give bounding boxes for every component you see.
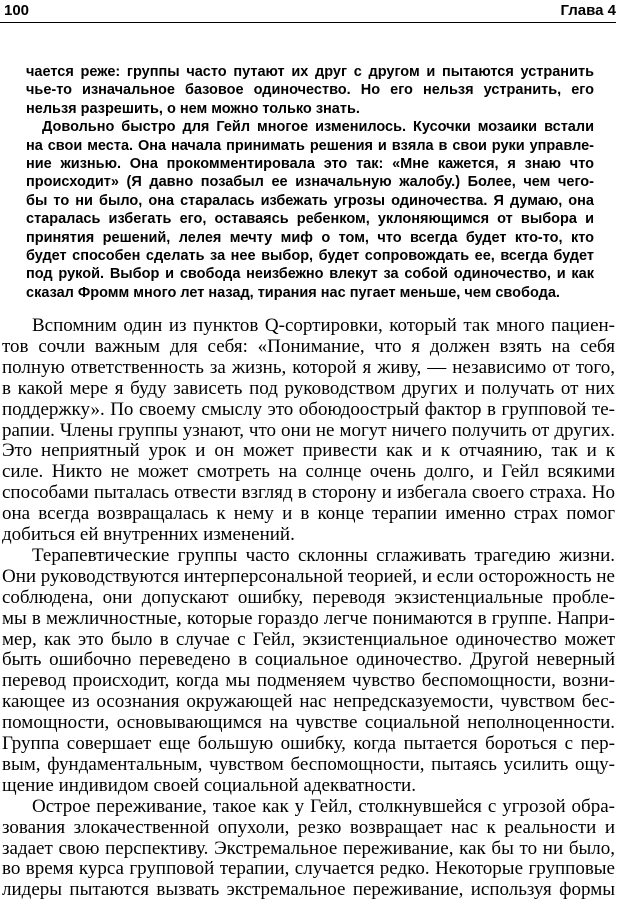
- quote-line: принятия решений, лелея мечту миф о том, что всегда будет кто-то, кто: [26, 229, 594, 246]
- text-line: Острое переживание, такое как у Гейл, столкнувшейся с угрозой обра-: [32, 795, 615, 817]
- text-line: зования злокачественной опухоли, резко возвращает нас к реальности и: [2, 816, 615, 838]
- page-header: [0, 0, 620, 26]
- text-line: Они руководствуются интерперсональной теорией, и если осторожность не: [2, 565, 615, 587]
- text-line: тов сочли важным для себя: «Понимание, что я должен взять на себя: [2, 335, 615, 357]
- quote-line: чается реже: группы часто путают их друг с другом и пытаются устранить: [26, 64, 594, 80]
- quote-line: происходит» (Я давно позабыл ее изначальную жалобу.) Более, чем чего-: [26, 174, 594, 191]
- quote-line: на свои места. Она начала принимать решения и взяла в свои руки управле-: [26, 137, 594, 154]
- text-line: полную ответственность за жизнь, которой я живу, — независимо от того,: [2, 356, 615, 378]
- text-line: щение индивидом своей социальной адекватности.: [2, 774, 416, 796]
- text-line: Терапевтические группы часто склонны сглаживать трагедию жизни.: [32, 544, 615, 566]
- quote-line: под рукой. Выбор и свобода неизбежно влекут за собой одиночество, и как: [26, 266, 594, 283]
- text-line: Это неприятный урок и он может привести как и к отчаянию, так и к: [2, 440, 615, 462]
- text-line: задает свою перспективу. Экстремальное переживание, как бы то ни было,: [2, 837, 615, 859]
- text-line: добиться ей внутренних изменений.: [2, 524, 295, 545]
- quote-line: нельзя разрешить, о нем можно только знать.: [26, 100, 360, 117]
- quote-line: бы то ни было, она старалась избежать угрозы одиночества. Я думаю, она: [26, 192, 594, 209]
- quote-line: старалась избегать его, оставаясь ребенком, уклоняющимся от выбора и: [26, 211, 594, 228]
- text-line: перевод происходит, когда мы подменяем чувство беспомощности, возни-: [2, 670, 615, 692]
- quote-line: ние жизнью. Она прокомментировала это так: «Мне кажется, я знаю что: [26, 156, 594, 172]
- text-line: во время курса групповой терапии, случается редко. Некоторые групповые: [2, 858, 615, 880]
- quote-line: Довольно быстро для Гейл многое изменилось. Кусочки мозаики встали: [42, 119, 594, 136]
- text-line: лидеры пытаются вызвать экстремальное переживание, используя формы: [2, 879, 615, 901]
- text-line: Вспомним один из пунктов Q-сортировки, который так много пациен-: [32, 315, 615, 336]
- quote-line: чье-то изначальное базовое одиночество. Но его нельзя устранить, его: [26, 82, 594, 99]
- chapter-title: Глава 4: [560, 2, 616, 19]
- text-line: она всегда возвращалась к нему и в конце терапии именно страх помог: [2, 503, 615, 525]
- text-line: в какой мере я буду зависеть под руководством других и получать от них: [2, 377, 615, 399]
- text-line: мер, как это было в случае с Гейл, экзистенциальное одиночество может: [2, 628, 615, 650]
- text-line: вым, фундаментальным, чувством беспомощности, пытаясь усилить ощу-: [2, 753, 615, 775]
- text-line: рапии. Члены группы узнают, что они не могут ничего получить от других.: [2, 419, 615, 441]
- text-line: силе. Никто не может смотреть на солнце очень долго, и Гейл всякими: [2, 461, 615, 483]
- text-line: Группа совершает еще большую ошибку, когда пытается бороться с пер-: [2, 733, 615, 754]
- text-line: соблюдена, они допускают ошибку, переводя экзистенциальные пробле-: [2, 586, 615, 608]
- text-line: помощности, основывающимся на чувстве социальной неполноценности.: [2, 712, 615, 734]
- quote-line: сказал Фромм много лет назад, тирания нас пугает меньше, чем свобода.: [26, 284, 560, 301]
- text-line: способами пыталась отвести взгляд в сторону и избегала своего страха. Но: [2, 482, 615, 504]
- page-number: 100: [4, 2, 30, 19]
- header-rule: [0, 22, 616, 23]
- text-line: мы в межличностные, которые гораздо легче понимаются в группе. Напри-: [2, 607, 615, 629]
- quote-line: будет способен сделать за нее выбор, будет сопровождать ее, всегда будет: [26, 248, 594, 264]
- text-line: быть ошибочно переведено в социальное одиночество. Другой неверный: [2, 649, 615, 671]
- text-line: поддержку». По своему смыслу это обоюдоострый фактор в групповой те-: [2, 398, 615, 420]
- text-line: кающее из осознания окружающей нас непредсказуемости, чувством бес-: [2, 691, 615, 713]
